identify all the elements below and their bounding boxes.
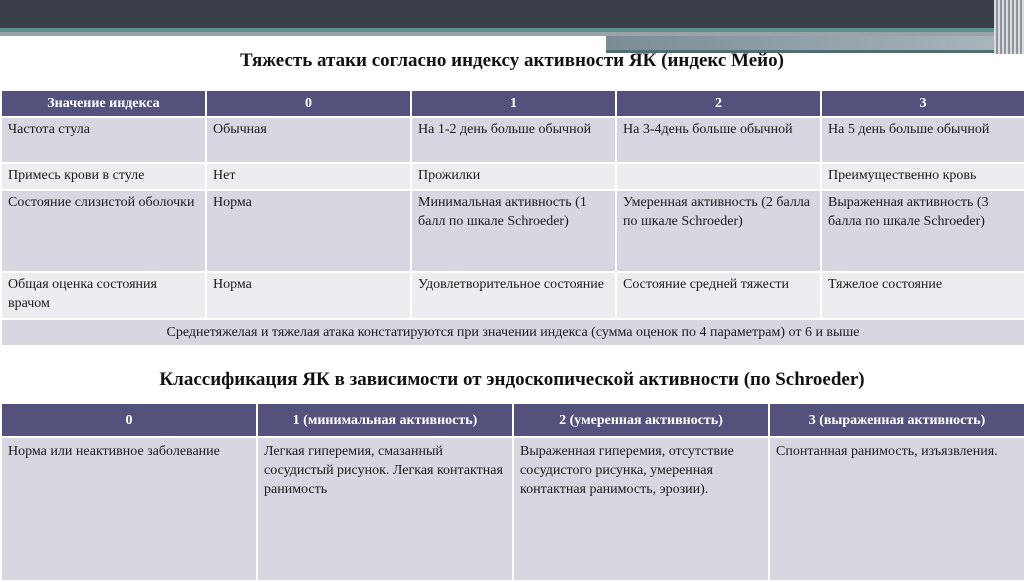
- table-cell: Норма: [206, 272, 411, 319]
- table-cell: На 1-2 день больше обычной: [411, 117, 616, 163]
- table-note: Среднетяжелая и тяжелая атака констатируются при значении индекса (сумма оценок по 4 параметрам) от 6 и выше: [1, 319, 1024, 346]
- table-cell: Обычная: [206, 117, 411, 163]
- header-cell-3: 3: [821, 90, 1024, 117]
- table-cell: Тяжелое состояние: [821, 272, 1024, 319]
- table-cell: Выраженная гиперемия, отсутствие сосудистого рисунка, умеренная контактная ранимость, эрозии).: [513, 437, 769, 581]
- table-cell: Выраженная активность (3 балла по шкале Schroeder): [821, 190, 1024, 272]
- table-cell: Норма: [206, 190, 411, 272]
- mayo-index-table: [0, 89, 1024, 347]
- row-label: Частота стула: [1, 117, 206, 163]
- table-cell: Норма или неактивное заболевание: [1, 437, 257, 581]
- table-header-row: [1, 90, 1024, 117]
- table-cell: Прожилки: [411, 163, 616, 190]
- table-row: [1, 190, 1024, 272]
- table-row: [1, 437, 1024, 581]
- row-label: Общая оценка состояния врачом: [1, 272, 206, 319]
- table-row: [1, 163, 1024, 190]
- header-cell-0: 0: [1, 403, 257, 437]
- table-cell: [616, 163, 821, 190]
- table-note-row: [1, 319, 1024, 346]
- table-cell: Легкая гиперемия, смазанный сосудистый рисунок. Легкая контактная ранимость: [257, 437, 513, 581]
- header-accent-bar: [606, 36, 1006, 50]
- table-cell: Нет: [206, 163, 411, 190]
- header-cell-3: 3 (выраженная активность): [769, 403, 1024, 437]
- row-label: Примесь крови в стуле: [1, 163, 206, 190]
- table-cell: Спонтанная ранимость, изъязвления.: [769, 437, 1024, 581]
- table-cell: Умеренная активность (2 балла по шкале Schroeder): [616, 190, 821, 272]
- table-cell: Состояние средней тяжести: [616, 272, 821, 319]
- table-row: [1, 117, 1024, 163]
- table-row: [1, 272, 1024, 319]
- header-band: [0, 0, 1024, 28]
- header-cell-2: 2 (умеренная активность): [513, 403, 769, 437]
- table-cell: На 5 день больше обычной: [821, 117, 1024, 163]
- row-label: Состояние слизистой оболочки: [1, 190, 206, 272]
- header-cell-0: 0: [206, 90, 411, 117]
- table-cell: Удовлетворительное состояние: [411, 272, 616, 319]
- table-cell: На 3-4день больше обычной: [616, 117, 821, 163]
- header-cell-index: Значение индекса: [1, 90, 206, 117]
- mayo-title: Тяжесть атаки согласно индексу активности ЯК (индекс Мейо): [240, 50, 784, 71]
- table-cell: Минимальная активность (1 балл по шкале Schroeder): [411, 190, 616, 272]
- header-cell-1: 1 (минимальная активность): [257, 403, 513, 437]
- table-header-row: [1, 403, 1024, 437]
- table-cell: Преимущественно кровь: [821, 163, 1024, 190]
- header-decor-stripes: [994, 0, 1024, 54]
- schroeder-title: Классификация ЯК в зависимости от эндоскопической активности (по Schroeder): [159, 369, 865, 390]
- header-cell-2: 2: [616, 90, 821, 117]
- header-cell-1: 1: [411, 90, 616, 117]
- schroeder-table: [0, 402, 1024, 582]
